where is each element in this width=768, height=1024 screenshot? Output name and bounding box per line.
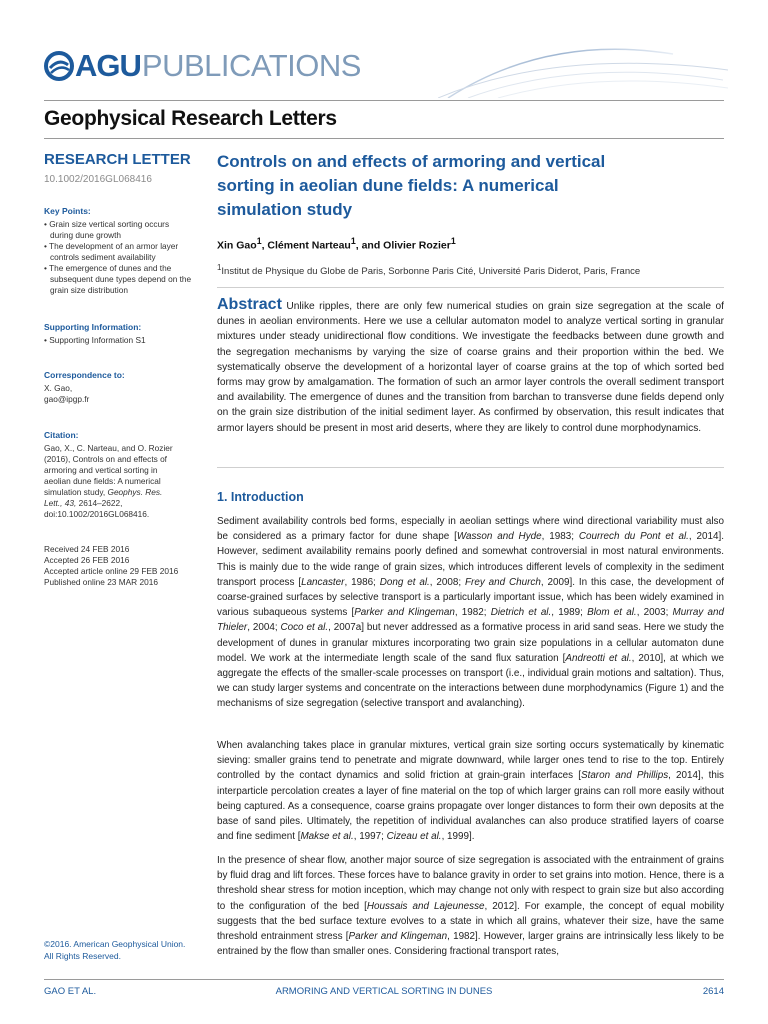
copyright-notice: ©2016. American Geophysical Union. All Rights Reserved. — [44, 939, 186, 961]
footer-authors: GAO ET AL. — [44, 986, 97, 997]
affiliation: $^1$Institut de Physique du Globe de Paris, Sorbonne Paris Cité, Université Paris Diderot, Paris, France — [217, 263, 641, 278]
citation-section — [44, 430, 180, 520]
correspondence-email[interactable]: gao@ipgp.fr — [44, 394, 90, 404]
citation-heading: Citation: — [44, 430, 79, 440]
author-name: Xin Gao — [217, 239, 257, 252]
body-paragraph: In the presence of shear flow, another major source of size segregation is associated with the entrainment of grains by fluid drag and lift forces. These forces have to balance gravity in order to set grains into motion. Hence, there is a threshold shear stress for motion inception, which may change not only with respect to grain size but also according to the configuration of the bed [Houssais and Lajeunesse, 2012]. For example, the concept of equal mobility suggests that the bed surface texture evolves to a state in which all grains, whatever their size, have the same threshold entrainment stress [Parker and Klingeman, 1982]. However, larger grains are intrinsically less likely to be entrained by the flow than smaller ones. Considering fractional transport rates, — [217, 855, 725, 958]
online-date: Accepted article online 29 FEB 2016 — [44, 566, 179, 576]
abstract-heading: Abstract — [217, 296, 282, 313]
published-date: Published online 23 MAR 2016 — [44, 577, 158, 587]
affiliation-rule — [217, 287, 724, 288]
journal-rule — [44, 138, 724, 139]
author-name: Clément Narteau — [267, 239, 351, 252]
article-type: RESEARCH LETTER — [44, 151, 191, 168]
supporting-info-heading: Supporting Information: — [44, 322, 142, 332]
abstract-rule — [217, 467, 724, 468]
abstract-text: Unlike ripples, there are only few numerical studies on grain size segregation at the scale of dunes in aeolian environments. Here we use a cellular automaton model to analyze vertical sorting in granular mixtures under steady unidirectional flow conditions. We investigate the feedbacks between dune growth and the segregation mechanisms by varying the size of coarse grains and their proportion within the bed. We systematically observe the development of a horizontal layer of coarse grains at the top of which sorted bed forms may grow by amalgamation. The formation of such an armor layer controls the overall sediment transport and availability. The emergence of dunes and the transition from barchan to transverse dune fields depend only on the grain size distribution of the initial sediment layer. As confirmed by observation, this result indicates that armor layers should be present in most arid deserts, where they are likely to control dune morphodynamics. — [217, 301, 724, 434]
key-points-heading: Key Points: — [44, 206, 91, 216]
header-arc-graphic — [438, 40, 728, 98]
footer-rule — [44, 979, 724, 980]
accepted-date: Accepted 26 FEB 2016 — [44, 555, 130, 565]
history-dates — [44, 544, 194, 588]
supporting-info-link[interactable]: • Supporting Information S1 — [44, 335, 146, 345]
key-point: • Grain size vertical sorting occurs during dune growth — [44, 219, 170, 240]
body-paragraph: Sediment availability controls bed forms, especially in aeolian settings where wind directional variability must also be considered as a primary factor for dune shape [Wasson and Hyde, 1983; Courrech du Pont et al., 2014]. However, sediment availability remains poorly defined and somewhat controversial in most natural environments. This is mainly due to the wide range of grain sizes, which introduces different levels of complexity in the sediment transport process [Lancaster, 1986; Dong et al., 2008; Frey and Church, 2009]. In this case, the development of coarse-grained surfaces by selective transport is a particularly important issue, which has been widely examined in various subaqueous systems [Parker and Klingeman, 1982; Dietrich et al., 1989; Blom et al., 2003; Murray and Thieler, 2004; Coco et al., 2007a] but never addressed as a formative process in arid sand seas. Here we study the development of dunes in granular mixtures incorporating two grain size populations in a cellular automaton dune model. We work at the intermediate length scale of the sand flux saturation [Andreotti et al., 2010], at which we aggregate the effects of the smaller-scale processes on transport (i.e., individual grain motions and saltation). Thus, we can study larger systems and concentrate on the interactions between dune morphodynamics (Figure 1) and the mechanisms of size segregation (selective transport and avalanching). — [217, 516, 725, 710]
section-heading: 1. Introduction — [217, 490, 304, 504]
key-points-section — [44, 206, 194, 296]
citation-text: Gao, X., C. Narteau, and O. Rozier (2016), Controls on and effects of armoring and vertical sorting in aeolian dune fields: A numerical simulation study, Geophys. Res. Lett., 43, 2614–2622, doi:10.1002/2016GL068416. — [44, 443, 173, 519]
abstract — [217, 297, 724, 436]
key-point: • The emergence of dunes and the subsequent dune types depend on the grain size distribution — [44, 263, 192, 295]
author-name: Olivier Rozier — [383, 239, 451, 252]
page-number: 2614 — [702, 986, 724, 997]
body-paragraph: When avalanching takes place in granular mixtures, vertical grain size sorting occurs systematically by kinematic sieving: smaller grains tend to penetrate and migrate downward, while larger ones tend to rise to the top. Entirely controlled by the contact dynamics and solid friction at grain-grain interfaces [Staron and Phillips, 2014], this interparticle percolation creates a layer of fine material on the top of which larger grains can roll more easily without being captured. As a consequence, coarse grains propagate over longer distances to form their own deposits at the base of sand piles. Ultimately, the repetition of individual avalanches can also produce stratified layers of coarse and fine sediment [Makse et al., 1997; Cizeau et al., 1999]. — [217, 740, 724, 843]
journal-title: Geophysical Research Letters — [44, 107, 337, 130]
header-rule — [44, 100, 724, 101]
article-title: Controls on and effects of armoring and vertical sorting in aeolian dune fields: A numerical simulation study — [217, 152, 606, 219]
logo-publications-text: PUBLICATIONS — [141, 48, 361, 83]
correspondence-name: X. Gao, — [44, 383, 73, 393]
article-doi: 10.1002/2016GL068416 — [44, 174, 152, 185]
correspondence-section — [44, 370, 194, 405]
footer-running-title: ARMORING AND VERTICAL SORTING IN DUNES — [275, 986, 493, 997]
author-list: Xin Gao$^1$, Clément Narteau$^1$, and Olivier Rozier$^1$ — [217, 236, 456, 252]
correspondence-heading: Correspondence to: — [44, 370, 125, 380]
agu-publications-logo — [44, 48, 361, 84]
supporting-info-section — [44, 322, 194, 346]
logo-agu-text: AGU — [75, 48, 141, 83]
received-date: Received 24 FEB 2016 — [44, 544, 130, 554]
key-point: • The development of an armor layer controls sediment availability — [44, 241, 179, 262]
agu-globe-icon — [44, 51, 74, 81]
